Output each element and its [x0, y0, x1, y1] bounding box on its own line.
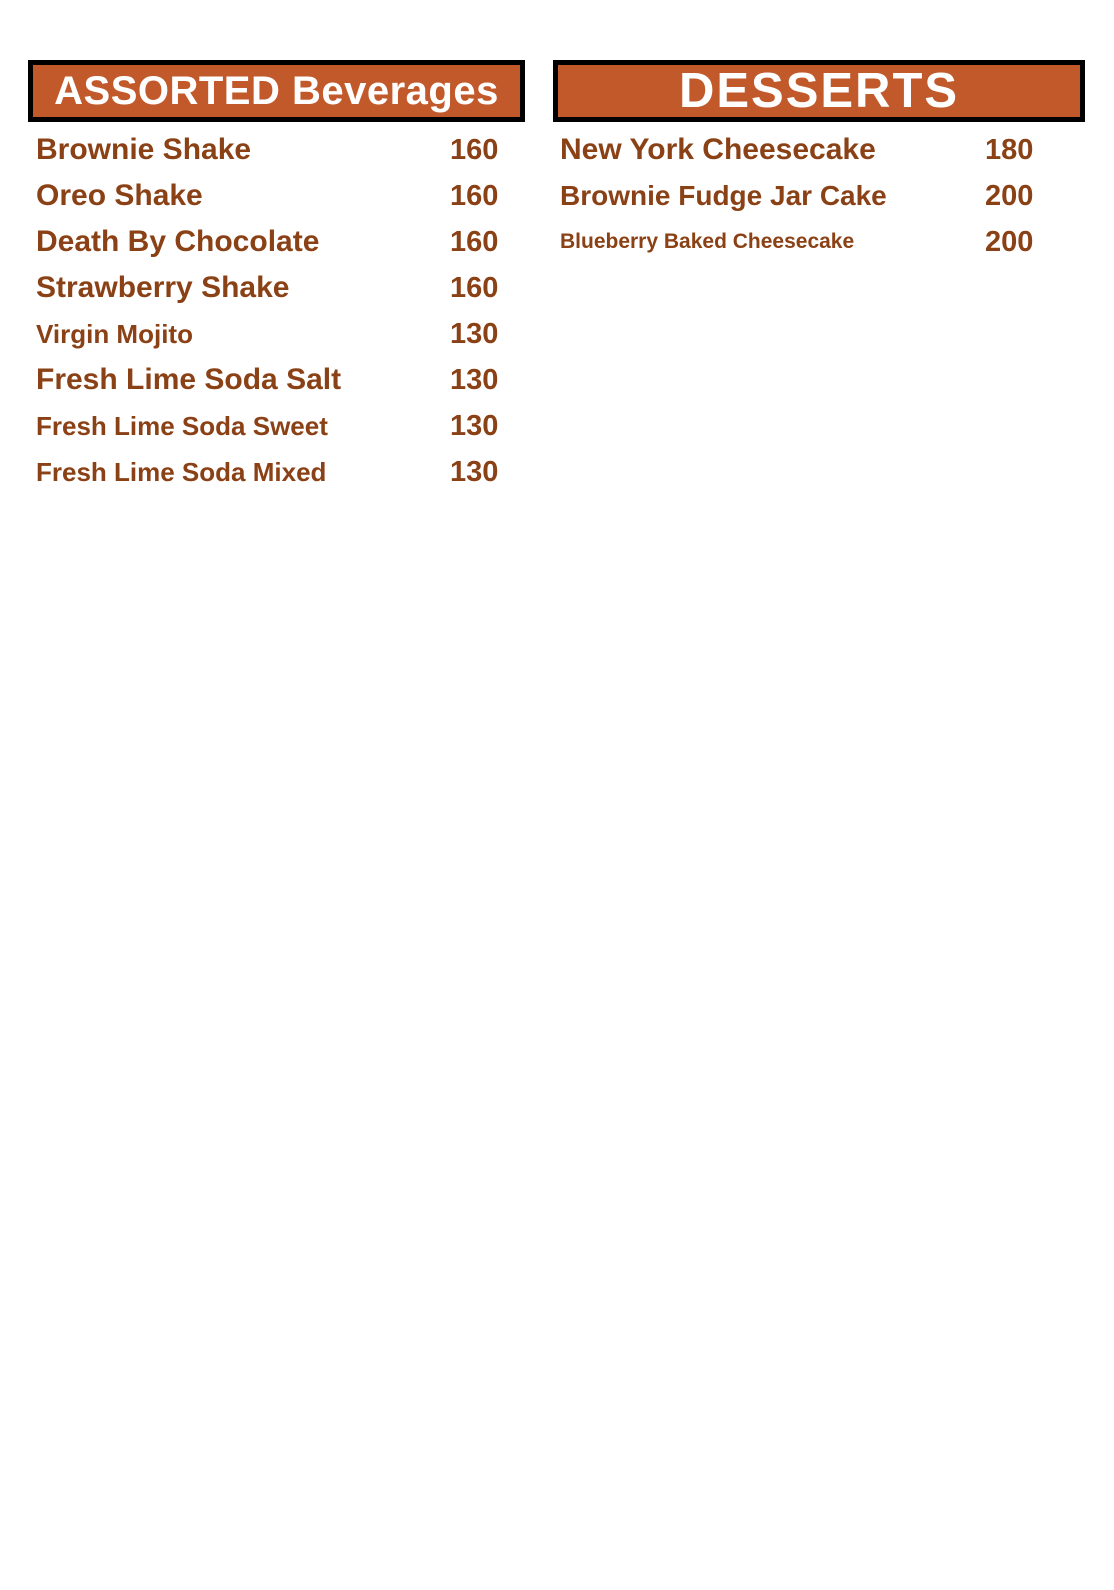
item-price: 160 — [450, 179, 499, 212]
item-name: Oreo Shake — [36, 179, 203, 212]
desserts-item-list — [553, 127, 1085, 265]
menu-item — [28, 403, 525, 449]
menu-item — [553, 173, 1085, 219]
menu-item — [553, 219, 1085, 265]
item-name: Fresh Lime Soda Mixed — [36, 456, 327, 487]
beverages-title: ASSORTED Beverages — [54, 68, 499, 113]
item-price: 180 — [985, 133, 1034, 166]
item-price: 160 — [450, 133, 499, 166]
menu-item — [28, 127, 525, 173]
menu-item — [28, 219, 525, 265]
item-price: 130 — [450, 317, 499, 350]
item-name: Fresh Lime Soda Sweet — [36, 410, 328, 441]
item-name: Brownie Shake — [36, 133, 252, 166]
item-price: 130 — [450, 455, 499, 488]
item-name: Fresh Lime Soda Salt — [36, 363, 342, 396]
menu-item — [28, 265, 525, 311]
item-name: Death By Chocolate — [36, 225, 320, 258]
item-price: 160 — [450, 271, 499, 304]
desserts-header — [553, 60, 1085, 122]
menu-item — [28, 311, 525, 357]
desserts-title: DESSERTS — [678, 64, 960, 118]
item-name: New York Cheesecake — [560, 133, 876, 166]
section-desserts — [553, 60, 1085, 265]
beverages-item-list — [28, 127, 525, 495]
item-price: 160 — [450, 225, 499, 258]
item-name: Blueberry Baked Cheesecake — [560, 230, 855, 253]
item-name: Strawberry Shake — [36, 271, 290, 304]
menu-item — [28, 357, 525, 403]
menu-item — [553, 127, 1085, 173]
item-price: 200 — [985, 179, 1034, 212]
item-name: Brownie Fudge Jar Cake — [560, 180, 887, 211]
menu-item — [28, 449, 525, 495]
item-price: 200 — [985, 225, 1034, 258]
menu-item — [28, 173, 525, 219]
beverages-header — [28, 60, 525, 122]
item-price: 130 — [450, 363, 499, 396]
item-name: Virgin Mojito — [36, 318, 193, 349]
section-beverages — [28, 60, 525, 495]
item-price: 130 — [450, 409, 499, 442]
